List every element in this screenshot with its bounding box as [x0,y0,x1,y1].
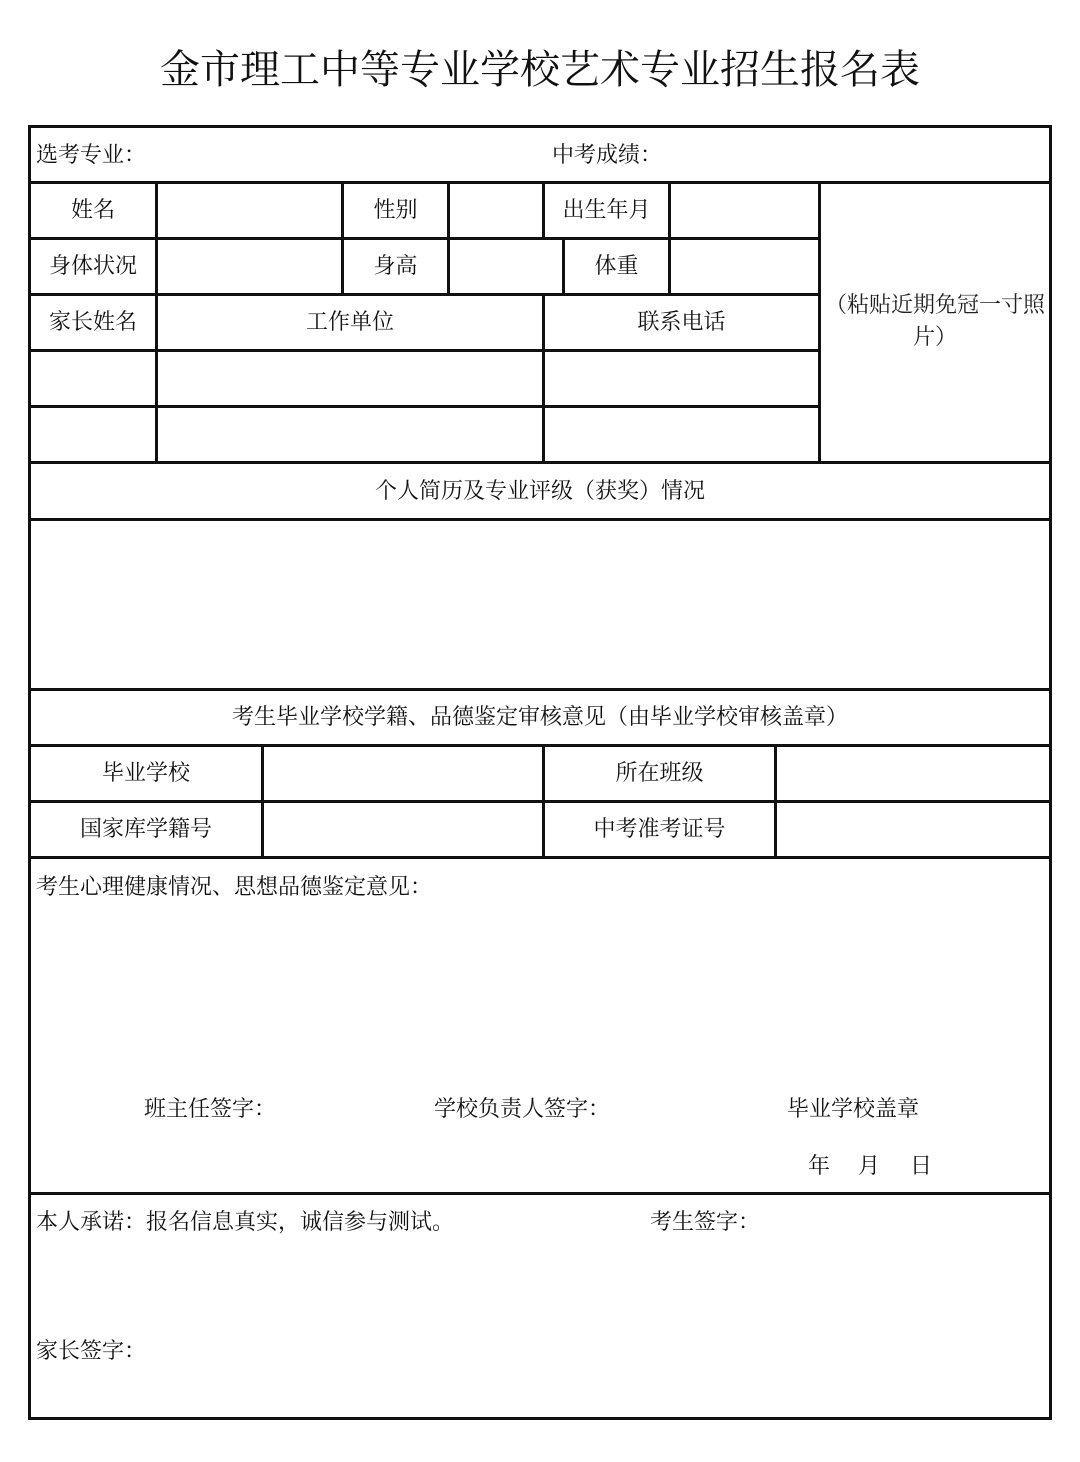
photo-note: （粘贴近期免冠一寸照片） [824,293,1045,350]
height-field[interactable] [450,240,562,293]
teacher-sign-label: 班主任签字： [144,1097,277,1122]
student-id-field[interactable] [264,803,542,856]
major-label: 选考专业： [36,143,147,168]
rule [28,688,1052,691]
phone-header: 联系电话 [637,310,726,335]
graduated-school-field[interactable] [264,747,542,800]
weight-label: 体重 [594,254,639,279]
parent-sign-label: 家长签字： [36,1339,147,1364]
student-sign-field[interactable] [765,1198,1045,1243]
name-field[interactable] [158,184,341,237]
school-review-heading: 考生毕业学校学籍、品德鉴定审核意见（由毕业学校审核盖章） [231,705,848,730]
score-label: 中考成绩： [552,143,663,168]
rule [28,461,1052,464]
parent-1-name-field[interactable] [31,352,155,405]
health-field[interactable] [158,240,341,293]
gender-label: 性别 [373,198,418,223]
class-label: 所在班级 [615,761,704,786]
principal-sign-label: 学校负责人签字： [434,1097,611,1122]
student-sign-label: 考生签字： [650,1210,761,1235]
work-unit-header: 工作单位 [305,310,394,335]
form-title: 金市理工中等专业学校艺术专业招生报名表 [160,47,920,93]
school-seal-label: 毕业学校盖章 [787,1097,920,1122]
graduated-school-label: 毕业学校 [101,761,190,786]
parent-sign-field[interactable] [150,1325,550,1370]
date-day: 日 [910,1154,933,1179]
exam-number-label: 中考准考证号 [593,817,726,842]
resume-field[interactable] [31,521,1049,688]
opinion-label: 考生心理健康情况、思想品德鉴定意见： [36,875,433,900]
rule [28,293,821,296]
weight-field[interactable] [671,240,818,293]
name-label: 姓名 [70,198,115,223]
date-year: 年 [808,1154,831,1179]
rule [28,856,1052,859]
parent-2-work-field[interactable] [158,408,542,461]
gender-field[interactable] [450,184,542,237]
date-month: 月 [858,1154,881,1179]
health-label: 身体状况 [48,254,137,279]
birth-label: 出生年月 [562,198,651,223]
parent-name-header: 家长姓名 [48,310,137,335]
commitment-statement: 本人承诺：报名信息真实，诚信参与测试。 [36,1210,455,1235]
birth-field[interactable] [671,184,818,237]
opinion-field[interactable] [31,905,1049,1085]
resume-heading: 个人简历及专业评级（获奖）情况 [374,479,705,504]
parent-1-work-field[interactable] [158,352,542,405]
major-field[interactable] [150,130,540,180]
rule [28,1192,1052,1195]
parent-2-phone-field[interactable] [545,408,818,461]
score-field[interactable] [670,130,1045,180]
parent-1-phone-field[interactable] [545,352,818,405]
class-field[interactable] [777,747,1049,800]
parent-2-name-field[interactable] [31,408,155,461]
student-id-label: 国家库学籍号 [79,817,212,842]
height-label: 身高 [373,254,418,279]
exam-number-field[interactable] [777,803,1049,856]
